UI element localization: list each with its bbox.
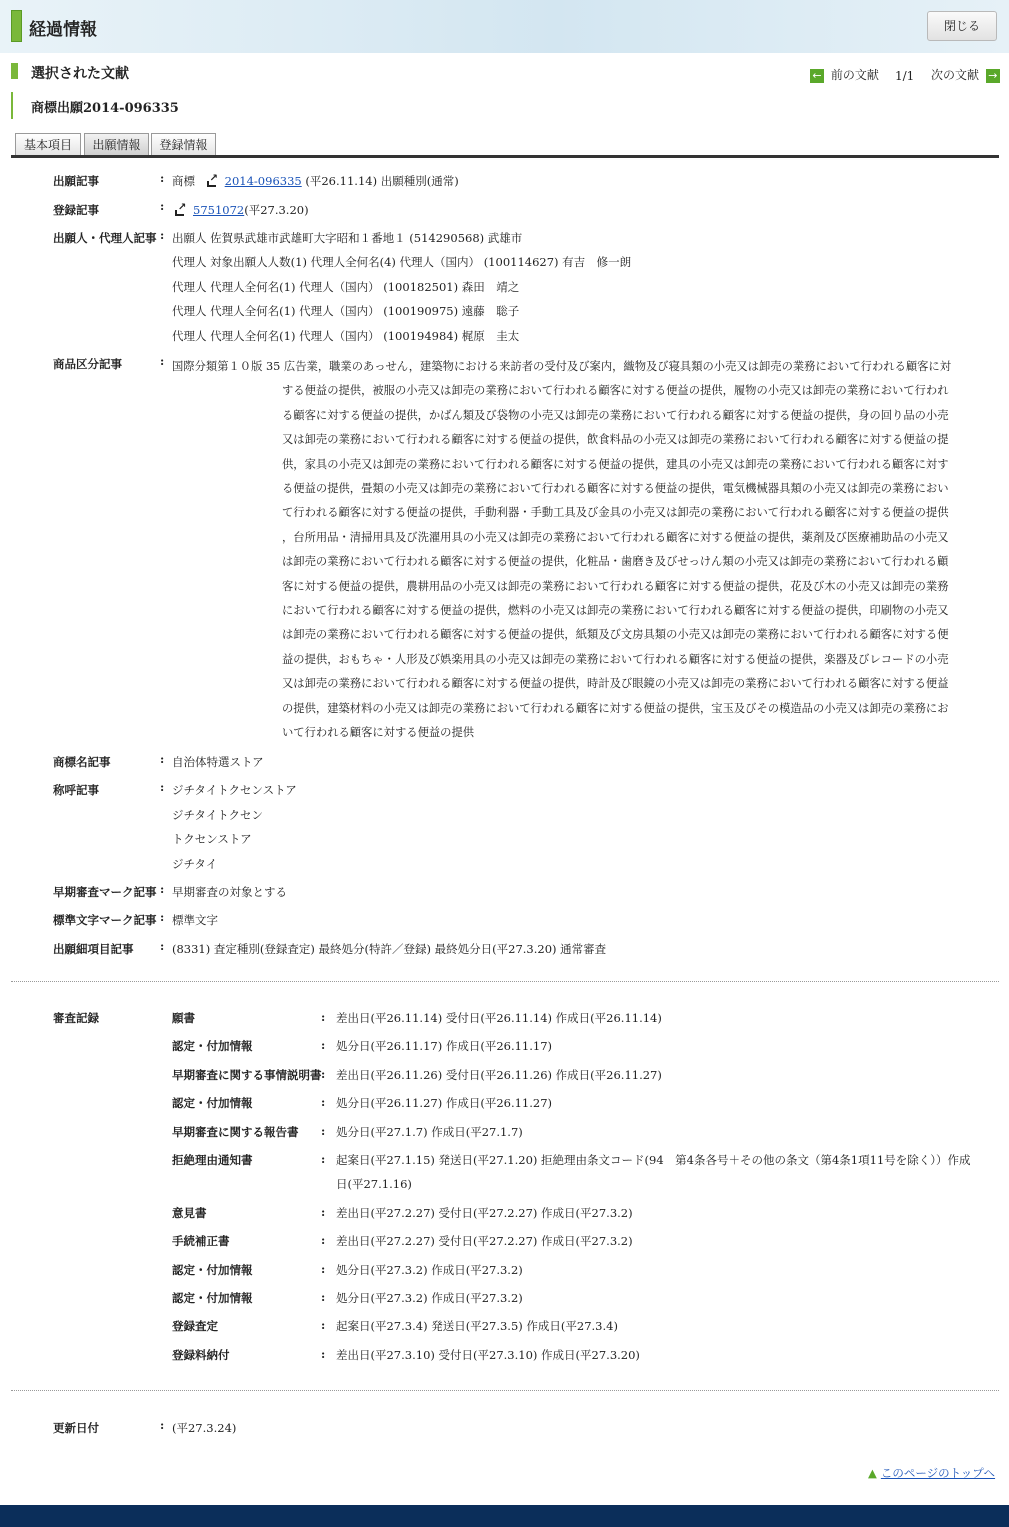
reading-line: トクセンストア (172, 832, 252, 846)
separator: : (160, 171, 165, 185)
next-document-link[interactable] (931, 66, 1000, 83)
reading-line: ジチタイトクセン (172, 808, 263, 822)
registration-number-link[interactable]: 5751072 (193, 203, 245, 217)
title-marker (11, 10, 22, 42)
std-char-label: 標準文字マーク記事 (53, 913, 157, 927)
separator: : (160, 354, 165, 368)
goods-line: 客に対する便益の提供，農耕用品の小売又は卸売の業務において行われる顧客に対する便益の提供，花及び木の小売又は卸売の業務 (282, 579, 949, 593)
exam-row-name: 早期審査に関する報告書 (172, 1125, 299, 1139)
separator: : (160, 199, 165, 213)
exam-row-value: 処分日(平26.11.17) 作成日(平26.11.17) (336, 1039, 553, 1053)
reading-line: ジチタイ (172, 857, 218, 871)
registration-label: 登録記事 (53, 203, 99, 217)
exam-row-value: 差出日(平26.11.14) 受付日(平26.11.14) 作成日(平26.11.14) (336, 1011, 662, 1025)
goods-text (172, 355, 952, 746)
separator: : (321, 1095, 326, 1109)
separator: : (321, 1038, 326, 1052)
page-top-label: このページのトップへ (880, 1466, 996, 1480)
exam-row-name: 意見書 (172, 1206, 207, 1220)
registration-value (175, 202, 309, 218)
external-link-icon (207, 177, 219, 187)
goods-line: において行われる顧客に対する便益の提供，燃料の小売又は卸売の業務において行われる顧客に対する便益の提供，印刷物の小売又 (282, 604, 949, 618)
separator: : (321, 1233, 326, 1247)
tab-basic[interactable]: 基本項目 (15, 133, 81, 155)
goods-line: 又は卸売の業務において行われる顧客に対する便益の提供，飲食料品の小売又は卸売の業務において行われる顧客に対する便益の提 (282, 433, 949, 447)
goods-line: の提供，建築材料の小売又は卸売の業務において行われる顧客に対する便益の提供，宝玉及びその模造品の小売又は卸売の業務にお (282, 701, 949, 715)
title-bar (0, 0, 1009, 53)
separator: : (321, 1152, 326, 1166)
goods-line: 供，家具の小売又は卸売の業務において行われる顧客に対する便益の提供，建具の小売又は卸売の業務において行われる顧客に対す (282, 457, 949, 471)
section-title: 選択された文献 (31, 66, 129, 82)
separator: : (160, 780, 165, 794)
applicant-line: 代理人 代理人全何名(1) 代理人（国内） (100182501) 森田 靖之 (172, 280, 520, 294)
mark-name-label: 商標名記事 (53, 755, 111, 769)
separator: : (160, 228, 165, 242)
exam-row-name: 登録査定 (172, 1319, 218, 1333)
document-marker (11, 92, 13, 119)
exam-row-value: 差出日(平26.11.26) 受付日(平26.11.26) 作成日(平26.11.27) (336, 1068, 662, 1082)
separator: : (321, 1067, 326, 1081)
exam-row-name: 拒絶理由通知書 (172, 1153, 253, 1167)
separator: : (321, 1205, 326, 1219)
separator: : (321, 1262, 326, 1276)
goods-line: て行われる顧客に対する便益の提供，手動利器・手動工具及び金具の小売又は卸売の業務において行われる顧客に対する便益の提供 (282, 506, 949, 520)
exam-row-value: 処分日(平27.3.2) 作成日(平27.3.2) (336, 1263, 523, 1277)
divider (11, 1390, 999, 1391)
goods-line: る顧客に対する便益の提供，かばん類及び袋物の小売又は卸売の業務において行われる顧客に対する便益の提供，身の回り品の小売 (282, 408, 949, 422)
application-number-link[interactable]: 2014-096335 (224, 174, 302, 188)
separator: : (160, 752, 165, 766)
std-char-value: 標準文字 (172, 913, 218, 927)
exam-row-value: 差出日(平27.2.27) 受付日(平27.2.27) 作成日(平27.3.2) (336, 1234, 633, 1248)
applicants-label: 出願人・代理人記事 (53, 231, 157, 245)
reading-line: ジチタイトクセンストア (172, 783, 297, 797)
exam-row-name: 登録料納付 (172, 1348, 230, 1362)
applicant-line: 出願人 佐賀県武雄市武雄町大字昭和１番地１ (514290568) 武雄市 (172, 231, 523, 245)
next-document-label: 次の文献 (931, 68, 980, 82)
early-exam-label: 早期審査マーク記事 (53, 885, 157, 899)
goods-line: ，台所用品・清掃用具及び洗濯用具の小売又は卸売の業務において行われる顧客に対する便益の提供，薬剤及び医療補助品の小売又 (282, 530, 949, 544)
goods-line: 益の提供，おもちゃ・人形及び娯楽用具の小売又は卸売の業務において行われる顧客に対する便益の提供，楽器及びレコードの小売 (282, 652, 949, 666)
detail-item-label: 出願細項目記事 (53, 942, 134, 956)
exam-row-name: 願書 (172, 1011, 195, 1025)
separator: : (321, 1318, 326, 1332)
goods-line: する便益の提供，被服の小売又は卸売の業務において行われる顧客に対する便益の提供，履物の小売又は卸売の業務において行われ (282, 384, 949, 398)
application-suffix: (平26.11.14) 出願種別(通常) (305, 174, 459, 188)
separator: : (321, 1124, 326, 1138)
section-marker (11, 63, 18, 79)
goods-line: る便益の提供，畳類の小売又は卸売の業務において行われる顧客に対する便益の提供，電気機械器具類の小売又は卸売の業務におい (282, 482, 949, 496)
goods-line: 又は卸売の業務において行われる顧客に対する便益の提供，時計及び眼鏡の小売又は卸売の業務において行われる顧客に対する便益 (282, 677, 949, 691)
tab-registration[interactable]: 登録情報 (151, 133, 216, 155)
exam-row-name: 認定・付加情報 (172, 1263, 253, 1277)
document-title: 商標出願2014-096335 (31, 101, 179, 116)
applicant-line: 代理人 対象出願人人数(1) 代理人全何名(4) 代理人（国内） (100114627) 有吉 修一朗 (172, 255, 632, 269)
separator: : (160, 939, 165, 953)
reading-label: 称呼記事 (53, 783, 99, 797)
application-value (172, 173, 459, 189)
exam-row-name: 認定・付加情報 (172, 1096, 253, 1110)
close-button[interactable]: 閉じる (927, 11, 997, 41)
applicant-line: 代理人 代理人全何名(1) 代理人（国内） (100190975) 遠藤 聡子 (172, 304, 520, 318)
mark-name-value: 自治体特選ストア (172, 755, 264, 769)
exam-row-value-cont: 日(平27.1.16) (336, 1177, 412, 1191)
arrow-up-icon: ▲ (868, 1466, 877, 1480)
page-top-link[interactable] (868, 1465, 995, 1481)
registration-suffix: (平27.3.20) (244, 203, 309, 217)
application-type: 商標 (172, 174, 195, 188)
separator: : (321, 1010, 326, 1024)
goods-line: は卸売の業務において行われる顧客に対する便益の提供，紙類及び文房具類の小売又は卸売の業務において行われる顧客に対する便 (282, 628, 949, 642)
prev-document-label: 前の文献 (830, 68, 879, 82)
exam-row-value: 処分日(平26.11.27) 作成日(平26.11.27) (336, 1096, 553, 1110)
separator: : (160, 882, 165, 896)
exam-row-value: 差出日(平27.2.27) 受付日(平27.2.27) 作成日(平27.3.2) (336, 1206, 633, 1220)
separator: : (321, 1290, 326, 1304)
tab-underline (11, 155, 999, 158)
separator: : (160, 910, 165, 924)
exam-row-value: 差出日(平27.3.10) 受付日(平27.3.10) 作成日(平27.3.20) (336, 1348, 640, 1362)
separator: : (160, 1418, 165, 1432)
page-title: 経過情報 (29, 20, 97, 40)
exam-row-name: 認定・付加情報 (172, 1039, 253, 1053)
separator: : (321, 1347, 326, 1361)
exam-row-value: 処分日(平27.3.2) 作成日(平27.3.2) (336, 1291, 523, 1305)
updated-label: 更新日付 (53, 1421, 99, 1435)
application-label: 出願記事 (53, 174, 99, 188)
exam-row-value: 処分日(平27.1.7) 作成日(平27.1.7) (336, 1125, 523, 1139)
goods-label: 商品区分記事 (53, 357, 122, 371)
footer-bar (0, 1505, 1009, 1527)
exam-row-value: 起案日(平27.1.15) 発送日(平27.1.20) 拒絶理由条文コード(94 第4条各号＋その他の条文（第4条1項11号を除く））作成 (336, 1153, 971, 1167)
tab-application[interactable]: 出願情報 (84, 133, 149, 155)
goods-line: いて行われる顧客に対する便益の提供 (282, 726, 475, 740)
arrow-right-icon: → (986, 69, 1000, 83)
arrow-left-icon: ← (810, 69, 824, 83)
goods-line: は卸売の業務において行われる顧客に対する便益の提供，化粧品・歯磨き及びせっけん類の小売又は卸売の業務において行われる顧 (282, 555, 949, 569)
exam-row-name: 早期審査に関する事情説明書 (172, 1068, 322, 1082)
page-counter: 1/1 (895, 69, 915, 83)
exam-row-name: 認定・付加情報 (172, 1291, 253, 1305)
divider (11, 981, 999, 982)
prev-document-link[interactable] (810, 66, 879, 83)
early-exam-value: 早期審査の対象とする (172, 885, 287, 899)
applicant-line: 代理人 代理人全何名(1) 代理人（国内） (100194984) 梶原 圭太 (172, 329, 520, 343)
exam-label: 審査記録 (53, 1011, 99, 1025)
updated-value: (平27.3.24) (172, 1421, 237, 1435)
exam-row-value: 起案日(平27.3.4) 発送日(平27.3.5) 作成日(平27.3.4) (336, 1319, 618, 1333)
goods-line: 国際分類第１０版 35 広告業，職業のあっせん，建築物における来訪者の受付及び案内，織物及び寝具類の小売又は卸売の業務において行われる顧客に対 (172, 360, 952, 373)
detail-item-value: (8331) 査定種別(登録査定) 最終処分(特許／登録) 最終処分日(平27.3.20) 通常審査 (172, 942, 607, 956)
exam-row-name: 手続補正書 (172, 1234, 230, 1248)
external-link-icon (175, 206, 187, 216)
